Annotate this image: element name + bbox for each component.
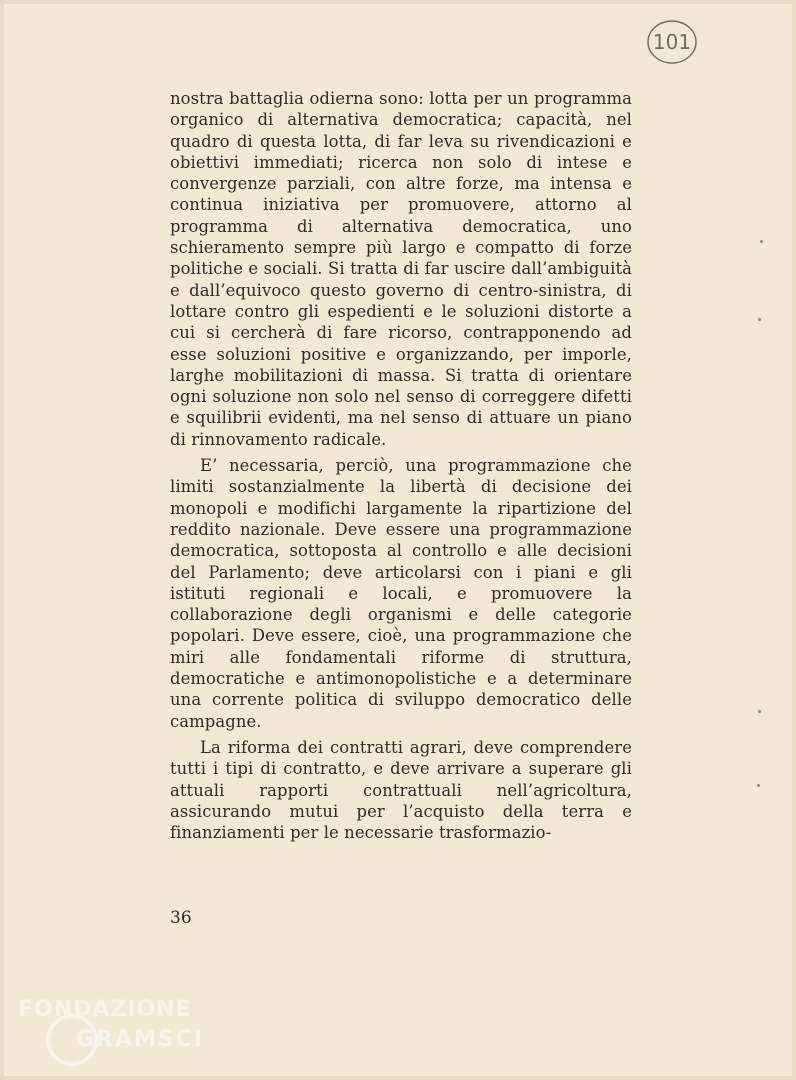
paragraph-3: La riforma dei contratti agrari, deve comprendere tutti i tipi di contratto, e deve arrivare a superare gli attuali rapporti contrattuali nell’agricoltura, assicurando mutui per l’acquisto della terra e finanziamenti per le necessarie trasformazio- [170, 737, 632, 843]
paper-speck [758, 710, 761, 713]
annotation-text: 101 [652, 30, 692, 54]
paragraph-1: nostra battaglia odierna sono: lotta per un programma organico di alternativa democratica; capacità, nel quadro di questa lotta, di far leva su rivendicazioni e obiettivi immediati; ricerca non solo di intese e convergenze parziali, con altre forze, ma intensa e continua iniziativa per promuovere, attorno al programma di alternativa democratica, uno schieramento sempre più largo e compatto di forze politiche e sociali. Si tratta di far uscire dall’ambiguità e dall’equivoco questo governo di centro-sinistra, di lottare contro gli espedienti e le soluzioni distorte a cui si cercherà di fare ricorso, contrapponendo ad esse soluzioni positive e organizzando, per imporle, larghe mobilitazioni di massa. Si tratta di orientare ogni soluzione non solo nel senso di correggere difetti e squilibrii evidenti, ma nel senso di attuare un piano di rinnovamento radicale. [170, 89, 632, 449]
page-number: 36 [170, 908, 192, 928]
watermark-logo-icon [14, 990, 214, 1074]
paper-speck [758, 318, 761, 321]
paper-speck [760, 240, 763, 243]
watermark-line-2: GRAMSCI [76, 1027, 205, 1052]
body-text [170, 88, 632, 843]
watermark-line-1: FONDAZIONE [18, 997, 192, 1022]
paper-speck [757, 784, 760, 787]
paragraph-2: E’ necessaria, perciò, una programmazione che limiti sostanzialmente la libertà di decisione dei monopoli e modifichi largamente la ripartizione del reddito nazionale. Deve essere una programmazione democratica, sottoposta al controllo e alle decisioni del Parlamento; deve articolarsi con i piani e gli istituti regionali e locali, e promuovere la collaborazione degli organismi e delle categorie popolari. Deve essere, cioè, una programmazione che miri alle fondamentali riforme di struttura, democratiche e antimonopolistiche e a determinare una corrente politica di sviluppo democratico delle campagne. [170, 456, 632, 731]
circled-number-icon [646, 18, 698, 66]
handwritten-page-annotation [646, 18, 698, 66]
fondazione-gramsci-watermark [14, 990, 214, 1074]
